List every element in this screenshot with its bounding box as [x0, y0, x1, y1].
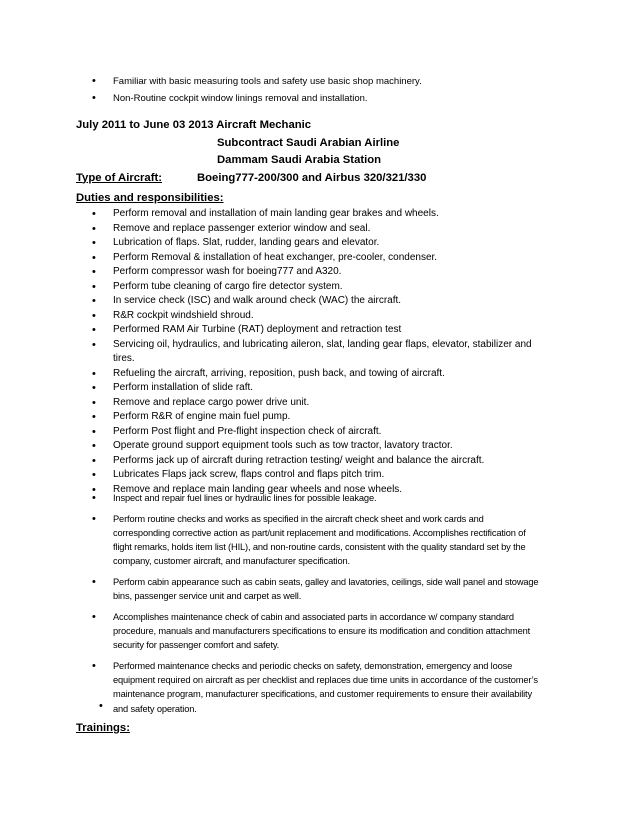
- job-station: Dammam Saudi Arabia Station: [217, 154, 382, 166]
- list-item: • Refueling the aircraft, arriving, reposition, push back, and towing of aircraft.: [113, 367, 543, 382]
- list-item: • Lubrication of flaps. Slat, rudder, landing gears and elevator.: [113, 236, 543, 251]
- list-item: • Remove and replace cargo power drive unit.: [113, 396, 543, 411]
- list-item: • Remove and replace main landing gear wheels and nose wheels.: [113, 483, 543, 498]
- trainings-heading: Trainings:: [76, 722, 130, 734]
- job-subcontract: Subcontract Saudi Arabian Airline: [217, 136, 400, 149]
- duties-heading: Duties and responsibilities:: [76, 192, 224, 204]
- list-item: • R&R cockpit windshield shroud.: [113, 309, 543, 324]
- list-item: • Performs jack up of aircraft during retraction testing/ weight and balance the aircraft.: [113, 454, 543, 469]
- list-item: • Perform Post flight and Pre-flight inspection check of aircraft.: [113, 425, 543, 440]
- job-header: [76, 117, 427, 187]
- list-item: • Operate ground support equipment tools such as tow tractor, lavatory tractor.: [113, 439, 543, 454]
- list-item: • Perform installation of slide raft.: [113, 381, 543, 396]
- list-item: • Perform R&R of engine main fuel pump.: [113, 410, 543, 425]
- list-item: • Perform routine checks and works as specified in the aircraft check sheet and work cards and corresponding corrective action as part/unit replacement and modifications. Accomplishes rectification of flight remarks, holds item list (HIL), and non-routine cards, consistent with the quality standard set by the company, customer aircraft, and manufacturer specification.: [113, 512, 543, 569]
- list-item: • Non-Routine cockpit window linings removal and installation.: [113, 90, 613, 107]
- list-item: • Perform cabin appearance such as cabin seats, galley and lavatories, ceilings, side wall panel and stowage bins, passenger service unit and carpet as well.: [113, 575, 543, 603]
- job-dates-title: July 2011 to June 03 2013 Aircraft Mechanic: [76, 119, 312, 131]
- aircraft-type-value: Boeing777-200/300 and Airbus 320/321/330: [197, 171, 427, 184]
- duties-list: [113, 207, 543, 497]
- list-item: • Perform compressor wash for boeing777 and A320.: [113, 265, 543, 280]
- detailed-duties-list: [113, 491, 543, 722]
- list-item: • Perform removal and installation of main landing gear brakes and wheels.: [113, 207, 543, 222]
- list-item: • Lubricates Flaps jack screw, flaps control and flaps pitch trim.: [113, 468, 543, 483]
- list-item: • Accomplishes maintenance check of cabin and associated parts in accordance w/ company standard procedure, manuals and manufacturers specifications to ensure its modification and condition attachment security for passenger comfort and safety.: [113, 610, 543, 653]
- top-bullet-list: [113, 73, 613, 107]
- list-item: • Inspect and repair fuel lines or hydraulic lines for possible leakage.: [113, 491, 543, 505]
- empty-bullet: •: [99, 700, 103, 712]
- list-item: • Performed maintenance checks and periodic checks on safety, demonstration, emergency and loose equipment required on aircraft as per checklist and replaces due time units in accordance of the customer’s maintenance program, manufacturer specifications, and customer requirements to ensure their availability and safety operation.: [113, 659, 543, 716]
- list-item: • In service check (ISC) and walk around check (WAC) the aircraft.: [113, 294, 543, 309]
- list-item: • Performed RAM Air Turbine (RAT) deployment and retraction test: [113, 323, 543, 338]
- list-item: • Remove and replace passenger exterior window and seal.: [113, 222, 543, 237]
- list-item: • Servicing oil, hydraulics, and lubricating aileron, slat, landing gear flaps, elevator, stabilizer and tires.: [113, 338, 543, 367]
- list-item: • Familiar with basic measuring tools and safety use basic shop machinery.: [113, 73, 613, 90]
- list-item: • Perform tube cleaning of cargo fire detector system.: [113, 280, 543, 295]
- aircraft-type-label: Type of Aircraft:: [76, 171, 162, 184]
- list-item: • Perform Removal & installation of heat exchanger, pre-cooler, condenser.: [113, 251, 543, 266]
